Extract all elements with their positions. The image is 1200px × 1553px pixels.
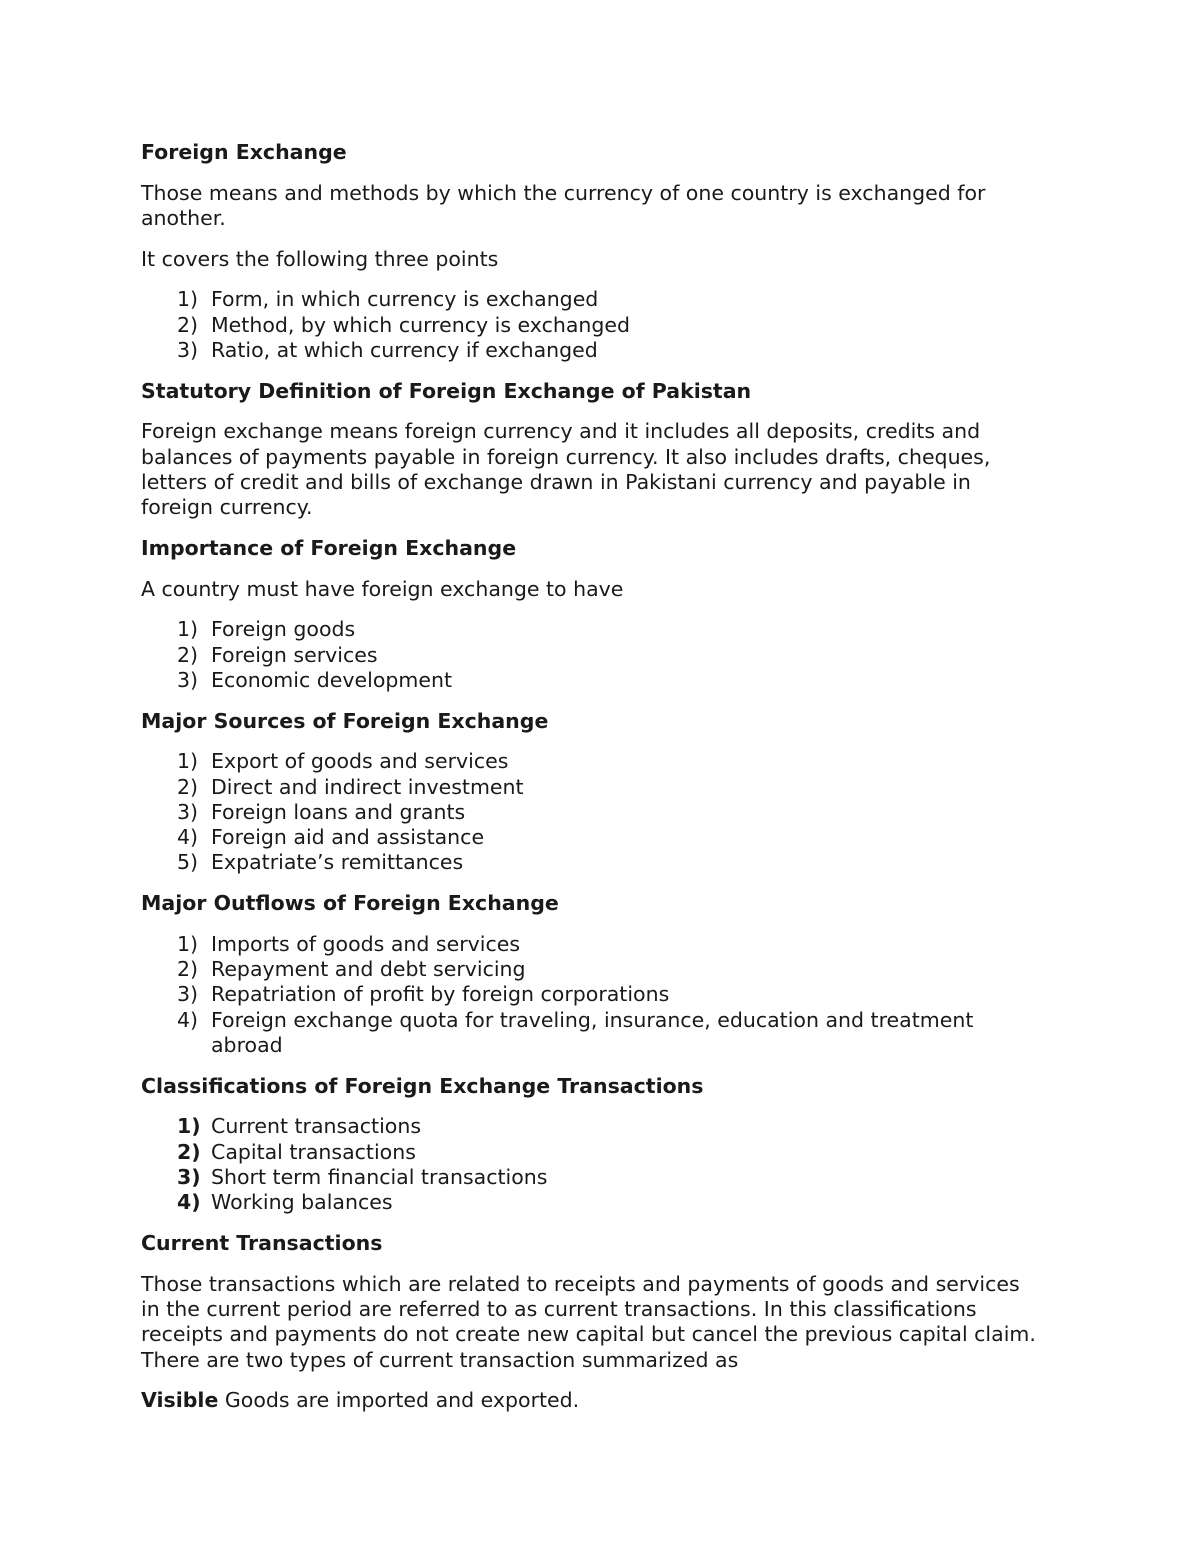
term-definition: Goods are imported and exported. [218,1388,580,1413]
list-item-text: Repayment and debt servicing [211,957,526,982]
list-item-text: Foreign goods [211,617,356,642]
list-item-text: Current transactions [211,1114,421,1139]
list-item [141,982,1041,1007]
list-item-text: Direct and indirect investment [211,774,524,799]
list-item-text: Short term financial transactions [211,1164,548,1189]
list-item-text: Foreign exchange quota for traveling, insurance, education and treatment abroad [211,1007,974,1057]
list-item [141,643,1041,668]
numbered-list-sources [141,749,1041,875]
list-item [141,668,1041,693]
list-number: 2) [177,1139,201,1164]
list-item-text: Economic development [211,667,452,692]
list-item-text: Foreign services [211,642,378,667]
list-item [141,800,1041,825]
numbered-list-classifications [141,1114,1041,1215]
list-number: 2) [177,774,199,799]
list-item [141,617,1041,642]
list-item [141,825,1041,850]
list-number: 4) [177,1007,199,1032]
list-item [141,957,1041,982]
paragraph: Those means and methods by which the currency of one country is exchanged for another. [141,180,986,230]
list-number: 3) [177,337,199,362]
list-item-text: Export of goods and services [211,749,509,774]
list-item [141,287,1041,312]
list-number: 3) [177,982,199,1007]
list-number: 2) [177,312,199,337]
list-item-text: Imports of goods and services [211,931,521,956]
list-item [141,1165,1041,1190]
heading-statutory-definition: Statutory Definition of Foreign Exchange of Pakistan [141,378,752,403]
heading-classifications: Classifications of Foreign Exchange Transactions [141,1073,704,1098]
list-number: 1) [177,749,199,774]
list-item-text: Capital transactions [211,1139,416,1164]
list-item [141,338,1041,363]
paragraph: A country must have foreign exchange to have [141,576,624,601]
heading-major-outflows: Major Outflows of Foreign Exchange [141,891,559,916]
list-item-text: Method, by which currency is exchanged [211,312,631,337]
list-item-text: Ratio, at which currency if exchanged [211,337,598,362]
list-number: 1) [177,1114,201,1139]
numbered-list-importance [141,617,1041,693]
paragraph: Foreign exchange means foreign currency and it includes all deposits, credits and balances of payments payable in foreign currency. It also includes drafts, cheques, letters of credit and bills of exchange drawn in Pakistani currency and payable in foreign currency. [141,419,991,520]
list-item [141,749,1041,774]
numbered-list-points [141,287,1041,363]
list-item [141,775,1041,800]
list-item [141,1008,1041,1059]
heading-foreign-exchange: Foreign Exchange [141,140,347,164]
list-number: 3) [177,667,199,692]
list-item-text: Repatriation of profit by foreign corporations [211,982,670,1007]
heading-major-sources: Major Sources of Foreign Exchange [141,708,549,733]
heading-importance: Importance of Foreign Exchange [141,535,517,560]
list-number: 1) [177,617,199,642]
visible-definition [141,1388,1041,1413]
list-item [141,932,1041,957]
list-item-text: Foreign aid and assistance [211,825,485,850]
list-number: 3) [177,799,199,824]
list-number: 2) [177,957,199,982]
list-number: 4) [177,1190,201,1215]
paragraph: It covers the following three points [141,246,499,271]
list-number: 1) [177,931,199,956]
list-item [141,1140,1041,1165]
numbered-list-outflows [141,932,1041,1058]
term-visible: Visible [141,1388,219,1413]
list-number: 3) [177,1164,201,1189]
list-number: 1) [177,287,199,312]
document-body [141,140,1041,1429]
list-number: 5) [177,850,199,875]
list-item [141,1190,1041,1215]
list-item [141,850,1041,875]
list-item-text: Expatriate’s remittances [211,850,464,875]
list-item-text: Form, in which currency is exchanged [211,287,599,312]
list-item [141,313,1041,338]
list-number: 4) [177,825,199,850]
list-number: 2) [177,642,199,667]
list-item-text: Working balances [211,1190,393,1215]
heading-current-transactions: Current Transactions [141,1230,383,1255]
list-item [141,1114,1041,1139]
paragraph: Those transactions which are related to receipts and payments of goods and services in the current period are referred to as current transactions. In this classifications receipts and payments do not create new capital but cancel the previous capital claim. There are two types of current transaction summarized as [141,1271,1036,1372]
list-item-text: Foreign loans and grants [211,799,466,824]
